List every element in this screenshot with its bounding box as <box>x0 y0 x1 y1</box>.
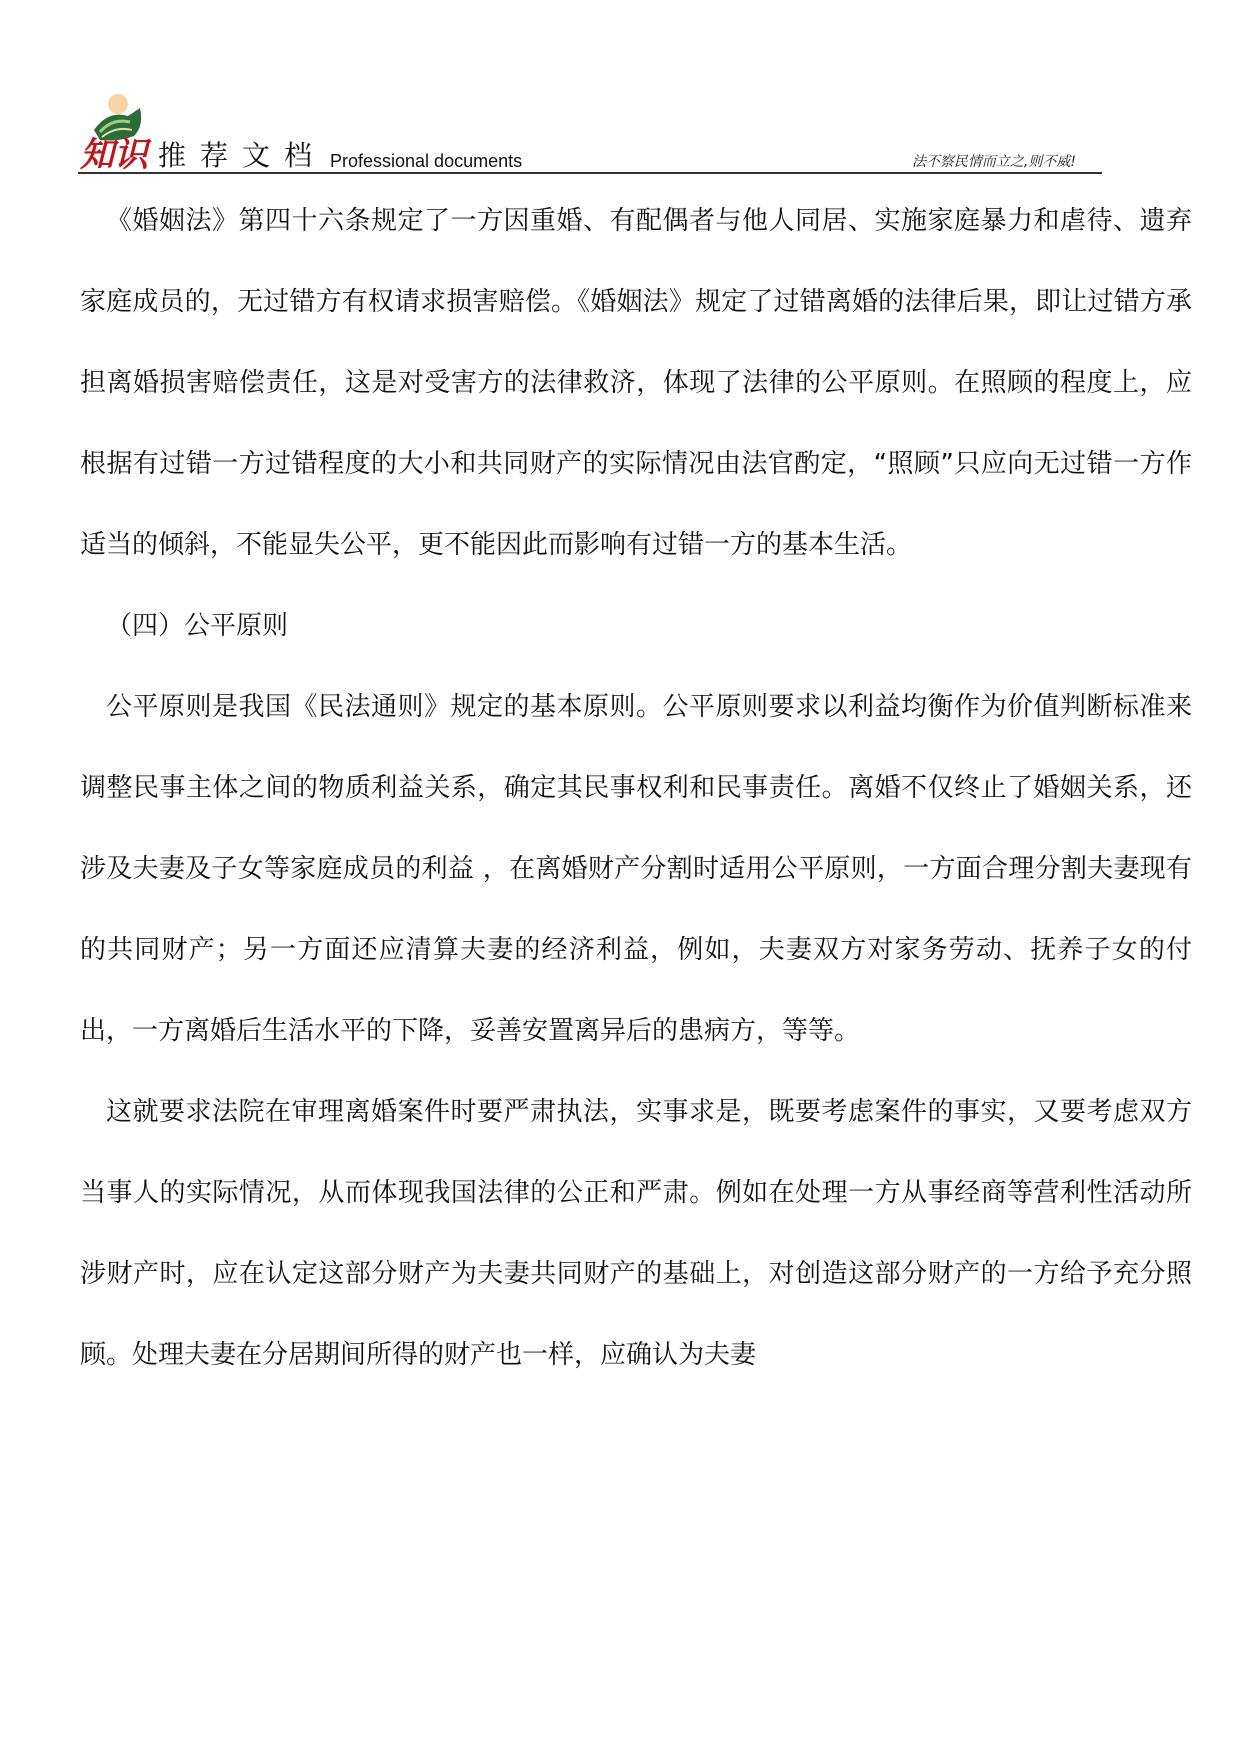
document-body <box>80 181 1192 1396</box>
paragraph-1: 《婚姻法》第四十六条规定了一方因重婚、有配偶者与他人同居、实施家庭暴力和虐待、遗弃家庭成员的，无过错方有权请求损害赔偿。《婚姻法》规定了过错离婚的法律后果，即让过错方承担离婚损害赔偿责任，这是对受害方的法律救济，体现了法律的公平原则。在照顾的程度上，应根据有过错一方过错程度的大小和共同财产的实际情况由法官酌定，“照顾”只应向无过错一方作适当的倾斜，不能显失公平，更不能因此而影响有过错一方的基本生活。 <box>80 206 1192 560</box>
paragraph-3: 这就要求法院在审理离婚案件时要严肃执法，实事求是，既要考虑案件的事实，又要考虑双方 当事人的实际情况，从而体现我国法律的公正和严肃。例如在处理一方从事经商等营利性活动所涉财产时，应在认定这部分财产为夫妻共同财产的基础上，对创造这部分财产的一方给予充分照顾。处理夫妻在分居期间所得的财产也一样，应确认为夫妻 <box>80 1097 1192 1370</box>
section-heading: （四）公平原则 <box>106 611 289 641</box>
header-title: 推荐文档 <box>158 139 327 172</box>
document-header <box>78 86 1102 174</box>
book-icon <box>94 94 141 141</box>
header-subtitle: Professional documents <box>330 151 523 171</box>
paragraph-2: 公平原则是我国《民法通则》规定的基本原则。公平原则要求以利益均衡作为价值判断标准来 调整民事主体之间的物质利益关系，确定其民事权利和民事责任。离婚不仅终止了婚姻关系，还涉及夫妻及子女等家庭成员的利益 ，在离婚财产分割时适用公平原则，一方面合理分割夫妻现有的共同财产；另一方面还应清算夫妻的经济利益，例如，夫妻双方对家务劳动、抚养子女的付出，一方离婚后生活水平的下降，妥善安置离异后的患病方，等等。 <box>80 692 1192 1046</box>
logo-text: 知识 <box>80 135 148 172</box>
header-motto: 法不察民情而立之,则不威! <box>911 154 1076 170</box>
header-divider <box>78 172 1102 174</box>
logo <box>78 86 158 172</box>
